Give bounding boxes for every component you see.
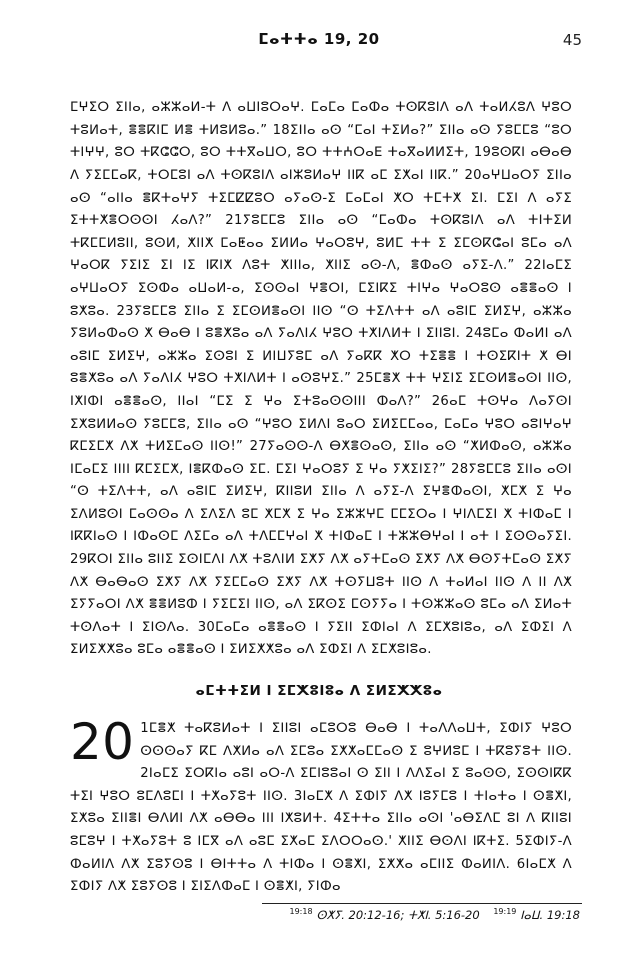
footnote-mark: 19:19 xyxy=(493,907,517,916)
page-header xyxy=(0,30,638,54)
verses-block: ⵎⵖⵉⵔ ⵉⵏⵏⴰ, ⴰⵣⵣⴰⵍ-ⵜ ⴷ ⴰⵡⵏⵓⵔⴰⵖ. ⵎⴰⵎⴰ ⵎⴰⵀⴰ ⵜⵙⴽⵓⵏⴷ ⴰⴷ ⵜⴰⵍⵃⵓⴷ ⵖⵓⵔ ⵜⵓⵍⴰⵜ, ⴻⴻⴽⵏⵎ ⵍⴻ ⵜⵍⵓⵍⵓⴰ.” 18ⵉⵏⵏⴰ ⴰⵙ “ⵎⴰⵏ ⵜⵉⵍⴰ?” ⵉⵏⵏⴰ ⴰⵙ ⵢⵓⵎⵎⵓ “ⵓⵔ ⵜⵏⵖⵖ, ⵓⵔ ⵜⴽⵛⵛⵔ, ⵓⵔ ⵜⵜⴳⴰⵡⵔ, ⵓⵔ ⵜⵜⵄⵔⴰⴹ ⵜⴰⴳⴰⵍⵍⵉⵜ, 19ⵓⵙⴽⵏ ⴰⴱⴰⴱ ⴷ ⵢⵉⵎⵎⴰⴽ, ⵜⵔⵎⵓⵏ ⴰⴷ ⵜⵙⴽⵓⵏⴷ ⴰⵏⵣⵓⵍⴰⵖ ⵏⵏⴽ ⴰⵎ ⵉⵅⴰⵏ ⵏⵏⴽ.” 20ⴰⵖⵡⴰⵔⵢ ⵉⵏⵏⴰ ⴰⵙ “ⴰⵏⵏⴰ ⴻⴽⵜⴰⵖⵢ ⵜⵉⵎⵇⵇⵓⵔ ⴰⵢⴰⵙ-ⵉ ⵎⴰⵎⴰⵏ ⵅⵔ ⵜⵎⵜⵅ ⵉⵏ. ⵎⵉⵏ ⴷ ⴰⵢⵉ ⵉⵜⵜⵅⴻⵔⵙⵙⵏ ⵃⴰⴷ?” 21ⵢⵓⵎⵎⵓ ⵉⵏⵏⴰ ⴰⵙ “ⵎⴰⵀⴰ ⵜⵙⴽⵓⵏⴷ ⴰⴷ ⵜⵏⵜⵉⵍ ⵜⴽⵎⵎⵍⵓⵏⵏ, ⵓⵙⵍ, ⵅⵏⵏⵅ ⵎⴰⵟⴰⴰ ⵉⵍⵍⴰ ⵖⴰⵔⵓⵖ, ⵓⵍⵎ ⵜⵜ ⵉ ⵉⵎⵙⴽⵛⴰⵏ ⵓⵎⴰ ⴰⴷ ⵖⴰⵔⴽ ⵢⵉⵏⵉ ⵉⵏ ⵏⵉ ⵏⴽⵏⵅ ⴷⵓⵜ ⵅⵏⵏⵏⴰ, ⵅⵏⵏⵉ ⴰⵙ-ⴷ, ⴻⵀⴰⵙ ⴰⵢⵉ-ⴷ.” 22ⵏⴰⵎⵉ ⴰⵖⵡⴰⵔⵢ ⵉⵙⵀⴰ ⴰⵡⴰⵍ-ⴰ, ⵉⵙⵙⴰⵏ ⵖⴻⵔⵏ, ⵎⵉⵏⴽⵉ ⵜⵏⵖⴰ ⵖⴰⵔⵓⵙ ⴰⴻⴻⴰⵙ ⵏ ⵓⵅⵓⴰ. 23ⵢⵓⵎⵎⵓ ⵉⵏⵏⴰ ⵉ ⵉⵎⵙⵍⴻⴰⵙⵏ ⵏⵏⵙ “ⵙ ⵜⵉⴷⵜⵜ ⴰⴷ ⴰⵓⵏⵎ ⵉⵍⵉⵖ, ⴰⵣⵣⴰ ⵢⵓⵍⴰⵀⴰⵙ ⵅ ⴱⴰⴱ ⵏ ⵓⴻⵅⵓⴰ ⴰⴷ ⵢⴰⴷⵏⵃ ⵖⵓⵔ ⵜⵅⵏⴷⵍⵜ ⵏ ⵉⵏⵏⵓⵏ. 24ⵓⵎⴰ ⵀⴰⵍⵏ ⴰⴷ ⴰⵓⵏⵎ ⵉⵍⵉⵖ, ⴰⵣⵣⴰ ⵉⵙⵓⵏ ⵉ ⵍⵏⵡⵢⵓⵎ ⴰⴷ ⵢⴰⴽⴽ ⵅⵔ ⵜⵉⴻⴻ ⵏ ⵜⵙⵉⴽⵏⵜ ⵅ ⴱⵏ ⵓⴻⵅⵓⴰ ⴰⴷ ⵢⴰⴷⵏⵃ ⵖⵓⵔ ⵜⵅⵏⴷⵍⵜ ⵏ ⴰⵙⵓⵖⵉ.” 25ⵎⴻⵅ ⵜⵜ ⵖⵉⵏⵉ ⵉⵎⵙⵍⴻⴰⵙⵏ ⵏⵏⵙ, ⵏⵅⵏⵀⵏ ⴰⴻⴻⴰⵙ, ⵏⵏⴰⵏ “ⵎⵉ ⵉ ⵖⴰ ⵉⵜⵓⴰⵙⵙⵏⵏⵏ ⵀⴰⴷ?” 26ⴰⵎ ⵜⵙⵖⴰ ⴷⴰⵢⵙⵏ ⵉⵅⵓⵍⵍⴰⵙ ⵢⵓⵎⵎⵓ, ⵉⵏⵏⴰ ⴰⵙ “ⵖⵓⵔ ⵉⵍⴷⵏ ⵓⴰⵔ ⵉⵍⵉⵎⵎⴰⴰ, ⵎⴰⵎⴰ ⵖⵓⵔ ⴰⵓⵏⵖⴰⵖ ⴽⵎⵉⵎⵅ ⴷⵅ ⵜⵍⵉⵎⴰⵙ ⵏⵏⵙ!” 27ⵢⴰⵙⵙ-ⴷ ⴱⵅⴻⵙⴰⵙ, ⵉⵏⵏⴰ ⴰⵙ “ⵅⵍⵀⴰⵙ, ⴰⵣⵣⴰ ⵏⵎⴰⵎⵉ ⵏⵏⵏⵏ ⴽⵎⵉⵎⵅ, ⵏⴻⴽⵀⴰⵙ ⵉⵎ. ⵎⵉⵏ ⵖⴰⵔⵓⵢ ⵉ ⵖⴰ ⵢⵅⵉⵏⵉ?” 28ⵢⵓⵎⵎⵓ ⵉⵏⵏⴰ ⴰⵙⵏ “ⵙ ⵜⵉⴷⵜⵜ, ⴰⴷ ⴰⵓⵏⵎ ⵉⵍⵉⵖ, ⴽⵏⵏⵓⵍ ⵉⵏⵏⴰ ⴷ ⴰⵢⵉ-ⴷ ⵉⵖⴻⵀⴰⵙⵏ, ⵅⵎⵅ ⵉ ⵖⴰ ⵉⴷⵍⵓⵙⵏ ⵎⴰⵙⵙⴰ ⴷ ⵉⴷⵉⴷ ⵓⵎ ⵅⵎⵅ ⵉ ⵖⴰ ⵉⵣⵣⵖⵎ ⵎⵎⵉⵔⴰ ⵏ ⵖⵏⴷⵎⵉⵏ ⵅ ⵜⵏⵀⴰⵎ ⵏ ⵏⴽⴽⵏⴰⵙ ⵏ ⵏⵀⴰⵙⵎ ⴷⵉⵎⴰ ⴰⴷ ⵜⴷⵎⵎⵖⴰⵏ ⵅ ⵜⵏⵀⴰⵎ ⵏ ⵜⵣⵣⴱⵖⴰⵏ ⵏ ⴰⵜ ⵏ ⵉⵙⵙⴰⵢⵉⵏ. 29ⴽⵔⵏ ⵉⵏⵏⴰ ⵓⵏⵏⵉ ⵉⵙⵏⵎⴷⵏ ⴷⵅ ⵜⵓⴷⵏⵍ ⵉⵅⵢ ⴷⵅ ⴰⵢⵜⵎⴰⵙ ⵉⵅⵢ ⴷⵅ ⴱⵙⵢⵜⵎⴰⵙ ⵉⵅⵢ ⴷⵅ ⴱⴰⴱⴰⵙ ⵉⵅⵢ ⴷⵅ ⵢⵉⵎⵎⴰⵙ ⵉⵅⵢ ⴷⵅ ⵜⵙⵢⵡⵓⵜ ⵏⵏⵙ ⴷ ⵜⴰⵍⴰⵏ ⵏⵏⵙ ⴷ ⵏⵏ ⴷⵅ ⵉⵢⵢⴰⵔⵏ ⴷⵅ ⴻⴻⵍⵓⵀ ⵏ ⵢⵉⵎⵉⵏ ⵏⵏⵙ, ⴰⴷ ⵉⴽⵙⵉ ⵎⵙⵢⵢⴰ ⵏ ⵜⵙⵣⵣⴰⵙ ⵓⵎⴰ ⴰⴷ ⵉⵍⴰⵜ ⵜⵙⴷⴰⵜ ⵏ ⵉⵏⵙⴷⴰ. 30ⵎⴰⵎⴰ ⴰⴻⴻⴰⵙ ⵏ ⵢⵉⵏⵏ ⵉⵀⵏⴰⵏ ⴷ ⵉⵎⵅⵓⵏⵓⴰ, ⴰⴷ ⵉⵀⵉⵏ ⴷ ⵉⵍⵉⵅⵅⵓⴰ ⵓⵎⴰ ⴰⴻⴻⴰⵙ ⵏ ⵉⵍⵉⵅⵅⵓⴰ ⴰⴷ ⵉⵀⵉⵏ ⴷ ⵉⵎⵅⵓⵏⵓⴰ. xyxy=(70,100,572,658)
section-heading: ⴰⵎⵜⵜⵉⵍ ⵏ ⵉⵎⵅⵓⵏⵓⴰ ⴷ ⵉⵍⵉⵅⵅⵓⴰ xyxy=(195,683,443,699)
footnotes xyxy=(280,907,581,922)
chapter-text: 1ⵎⴻⵅ ⵜⴰⴽⵓⵍⴰⵜ ⵏ ⵉⵏⵏⵓⵏ ⴰⵎⵓⵔⵓ ⴱⴰⴱ ⵏ ⵜⴰⴷⴷⴰⵡⵜ, ⵉⵀⵏⵢ ⵖⵓⵔ ⵙⵙⵙⴰⵢ ⴽⵎ ⴷⵅⵍⴰ ⴰⴷ ⵉⵎⵓⴰ ⵉⵅⵅⴰⵎⵎⴰⵙ ⵉ ⵓⵖⵍⵓⵎ ⵏ ⵜⴽⵓⵢⵓⵜ ⵏⵏⵙ. 2ⵏⴰⵎⵉ ⵉⵔⴽⵏⴰ ⴰⵓⵏ ⴰⵔ-ⴷ ⵉⵎⵏⵓⵓⴰⵏ ⵙ ⵉⵏⵏ ⵏ ⴷⴷⵉⴰⵏ ⵉ ⵓⴰⵙⵙ, ⵉⵙⵙⵏⴽⴽ ⵜⵉⵏ ⵖⵓⵔ ⵓⵎⴷⵓⵎⵏ ⵏ ⵜⵅⴰⵢⵓⵜ ⵏⵏⵙ. 3ⵏⴰⵎⵅ ⴷ ⵉⵀⵏⵢ ⴷⵅ ⵏⵓⵢⵎⵓ ⵏ ⵜⵏⴰⵜⴰ ⵏ ⵙⴻⵅⵏ, ⵉⵅⵓⴰ ⵉⵏⵏⴻⵏ ⴱⴷⵍⵏ ⴷⵅ ⴰⴱⴱⴰ ⵏⵏⵏ ⵏⵅⵓⵍⵜ. 4ⵉⵜⵜⴰ ⵉⵏⵏⴰ ⴰⵙⵏ 'ⴰⴱⵉⴷⵎ ⵓⵏ ⴷ ⴽⵏⵏⵓⵏ ⵓⵎⵓⵖ ⵏ ⵜⵅⴰⵢⵓⵜ ⵓ ⵏⵎⴳ ⴰⴷ ⴰⵓⵎ ⵉⵅⴰⵎ ⵉⴷⵔⵔⴰⵙ.' ⵅⵏⵏⵉ ⴱⵙⴷⵏ ⵏⴽⵜⵉ. 5ⵉⵀⵏⵢ-ⴷ ⵀⴰⵍⵏⴷ ⴷⵅ ⵉⵓⵢⵙⵓ ⵏ ⴱⵏⵜⵜⴰ ⴷ ⵜⵏⵀⴰ ⵏ ⵙⴻⵅⵏ, ⵉⵅⵅⴰ ⴰⵎⵏⵏⵉ ⵀⴰⵍⵏⴷ. 6ⵏⴰⵎⵅ ⴷ ⵉⵀⵏⵢ ⴷⵅ ⵉⵓⵢⵙⵓ ⵏ ⵉⵏⵉⴷⵀⴰⵎ ⵏ ⵙⴻⵅⵏ, ⵢⵏⵀⴰ xyxy=(70,721,572,895)
footnote-text: ⵏⴰⵡ. 19:18 xyxy=(520,907,580,922)
chapter-block xyxy=(70,713,572,899)
footnote-mark: 19:18 xyxy=(289,907,313,916)
footnote-divider xyxy=(262,903,582,904)
running-title: ⵎⴰⵜⵜⴰ 19, 20 xyxy=(258,30,380,48)
page-number: 45 xyxy=(562,31,582,49)
footnote-text: ⵙⵅⵢ. 20:12-16; ⵜⵅⵏ. 5:16-20 xyxy=(316,907,480,922)
scripture-text xyxy=(70,84,572,675)
footnote-1 xyxy=(290,908,484,922)
footnote-2 xyxy=(493,908,580,922)
chapter-number: 20 xyxy=(70,713,135,771)
